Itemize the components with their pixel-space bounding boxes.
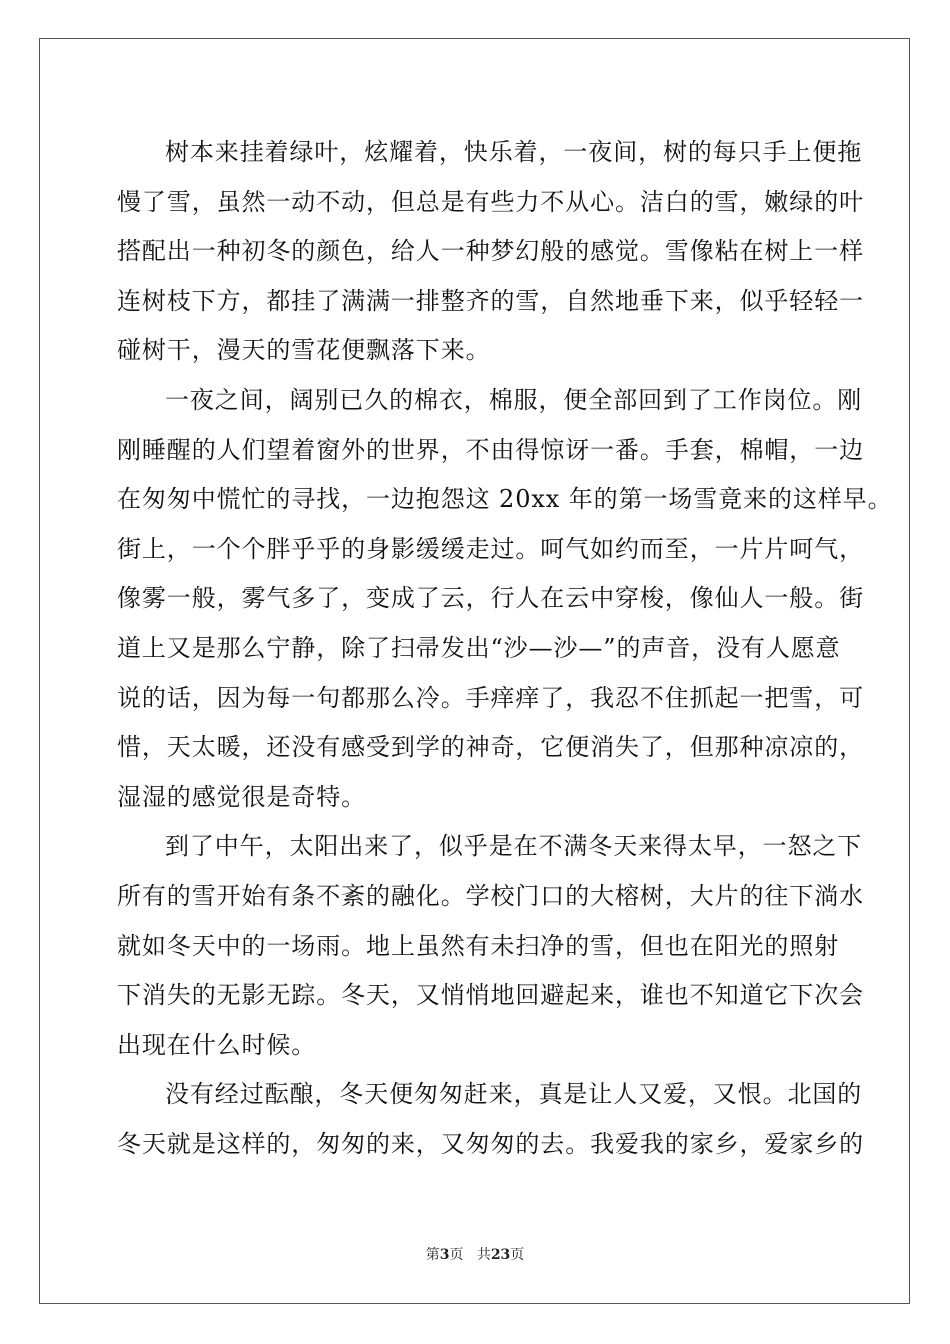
text-line: 像雾一般，雾气多了，变成了云，行人在云中穿梭，像仙人一般。街	[117, 584, 864, 613]
text-line: 碰树干，漫天的雪花便飘落下来。	[117, 336, 491, 365]
footer-total-pages: 23	[490, 1247, 511, 1263]
text-line: 街上，一个个胖乎乎的身影缓缓走过。呵气如约而至，一片片呵气，	[117, 534, 864, 563]
text-line: 没有经过酝酿，冬天便匆匆赶来，真是让人又爱，又恨。北国的	[165, 1080, 863, 1109]
page-footer	[0, 1245, 950, 1265]
text-line: 到了中午，太阳出来了，似乎是在不满冬天来得太早，一怒之下	[165, 832, 863, 861]
text-line: 搭配出一种初冬的颜色，给人一种梦幻般的感觉。雪像粘在树上一样	[117, 237, 864, 266]
document-body	[117, 128, 893, 1169]
text-line: 慢了雪，虽然一动不动，但总是有些力不从心。洁白的雪，嫩绿的叶	[117, 187, 864, 216]
text-line: 一夜之间，阔别已久的棉衣，棉服，便全部回到了工作岗位。刚	[165, 385, 863, 414]
text-line: 道上又是那么宁静，除了扫帚发出“沙—沙—”的声音，没有人愿意	[117, 633, 841, 662]
text-line: 出现在什么时候。	[117, 1030, 317, 1059]
text-line: 连树枝下方，都挂了满满一排整齐的雪，自然地垂下来，似乎轻轻一	[117, 286, 864, 315]
text-line: 所有的雪开始有条不紊的融化。学校门口的大榕树，大片的往下淌水	[117, 881, 864, 910]
paragraph	[117, 376, 893, 822]
paragraph	[117, 128, 864, 376]
text-line: 说的话，因为每一句都那么冷。手痒痒了，我忍不住抓起一把雪，可	[117, 683, 864, 712]
paragraph	[117, 822, 864, 1070]
text-line: 就如冬天中的一场雨。地上虽然有未扫净的雪，但也在阳光的照射	[117, 931, 840, 960]
footer-page-prefix: 第	[425, 1247, 440, 1263]
text-line: 冬天就是这样的，匆匆的来，又匆匆的去。我爱我的家乡，爱家乡的	[117, 1129, 864, 1158]
footer-total-suffix: 页	[510, 1247, 525, 1263]
text-line: 下消失的无影无踪。冬天，又悄悄地回避起来，谁也不知道它下次会	[117, 981, 864, 1010]
text-line: 树本来挂着绿叶，炫耀着，快乐着，一夜间，树的每只手上便拖	[165, 138, 863, 166]
text-line: 在匆匆中慌忙的寻找，一边抱怨这 20xx 年的第一场雪竟来的这样早。	[117, 485, 893, 514]
footer-page-suffix: 页	[449, 1247, 464, 1263]
text-line: 刚睡醒的人们望着窗外的世界，不由得惊讶一番。手套，棉帽，一边	[117, 435, 864, 464]
footer-total-prefix: 共	[476, 1247, 491, 1263]
text-line: 湿湿的感觉很是奇特。	[117, 782, 366, 811]
text-line: 惜，天太暖，还没有感受到学的神奇，它便消失了，但那种凉凉的，	[117, 733, 864, 762]
footer-page-number: 3	[439, 1247, 450, 1263]
paragraph	[117, 1070, 864, 1169]
